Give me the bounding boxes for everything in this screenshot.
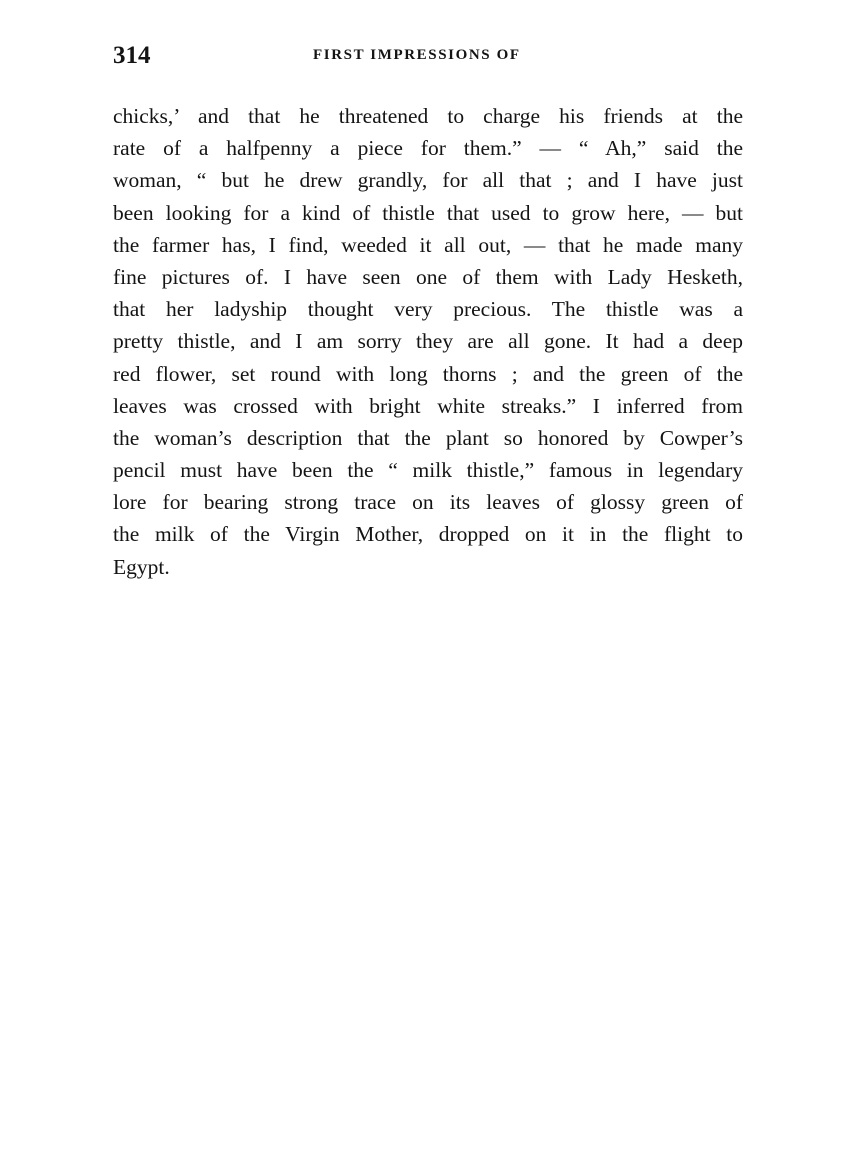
text-line: been looking for a kind of thistle that used to grow here, — but: [113, 200, 743, 225]
running-head: [113, 40, 743, 72]
text-line: fine pictures of. I have seen one of them with Lady Hesketh,: [113, 264, 743, 289]
text-line: chicks,’ and that he threatened to charge his friends at the: [113, 104, 743, 128]
text-line: the farmer has, I find, weeded it all out, — that he made many: [113, 232, 743, 257]
text-line: leaves was crossed with bright white streaks.” I inferred from: [113, 393, 743, 418]
text-line: lore for bearing strong trace on its leaves of glossy green of: [113, 490, 743, 515]
text-line-final: Egypt.: [113, 554, 170, 579]
body-text: [113, 100, 743, 583]
running-title: FIRST IMPRESSIONS OF: [313, 47, 521, 63]
text-line: rate of a halfpenny a piece for them.” — “ Ah,” said the: [113, 136, 743, 161]
text-line: pencil must have been the “ milk thistle,” famous in legendary: [113, 458, 743, 483]
page-number: 314: [113, 42, 151, 69]
text-line: pretty thistle, and I am sorry they are all gone. It had a deep: [113, 329, 743, 354]
text-line: woman, “ but he drew grandly, for all that ; and I have just: [113, 168, 743, 193]
text-line: the woman’s description that the plant so honored by Cowper’s: [113, 425, 743, 450]
text-line: that her ladyship thought very precious. The thistle was a: [113, 297, 743, 322]
text-line: the milk of the Virgin Mother, dropped on it in the flight to: [113, 522, 743, 547]
text-line: red flower, set round with long thorns ; and the green of the: [113, 361, 743, 386]
